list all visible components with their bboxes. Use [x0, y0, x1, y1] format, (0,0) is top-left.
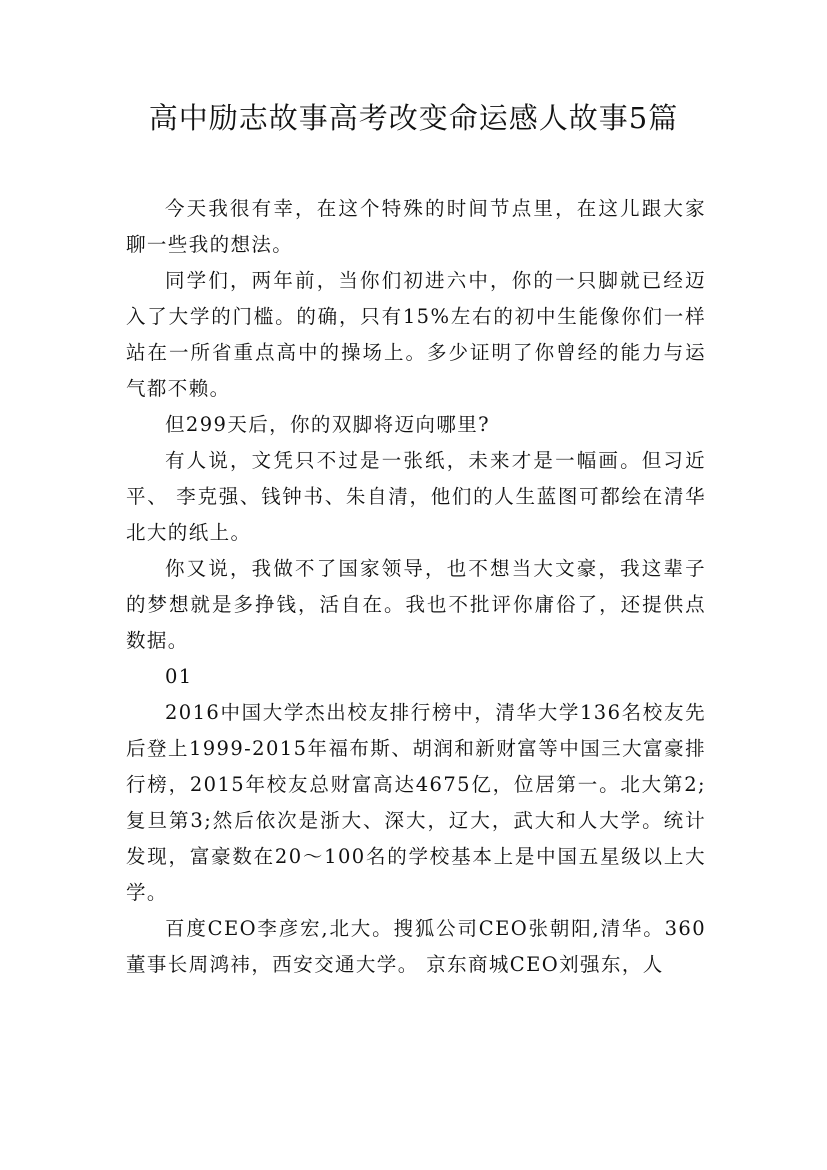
- paragraph: 同学们，两年前，当你们初进六中，你的一只脚就已经迈入了大学的门槛。的确，只有15%左右的初中生能像你们一样站在一所省重点高中的操场上。多少证明了你曾经的能力与运气都不赖。: [126, 269, 706, 400]
- section-number: 01: [165, 665, 193, 688]
- document-title: 高中励志故事高考改变命运感人故事5篇: [148, 101, 679, 135]
- paragraph: 今天我很有幸，在这个特殊的时间节点里，在这儿跟大家聊一些我的想法。: [126, 197, 706, 256]
- paragraph: 你又说，我做不了国家领导，也不想当大文豪，我这辈子的梦想就是多挣钱，活自在。我也不批评你庸俗了，还提供点数据。: [126, 557, 706, 652]
- paragraph: 但299天后，你的双脚将迈向哪里?: [165, 413, 490, 436]
- paragraph: 有人说，文凭只不过是一张纸，未来才是一幅画。但习近平、 李克强、钱钟书、朱自清，他们的人生蓝图可都绘在清华北大的纸上。: [126, 449, 706, 544]
- paragraph: 2016中国大学杰出校友排行榜中，清华大学136名校友先后登上1999-2015年福布斯、胡润和新财富等中国三大富豪排行榜，2015年校友总财富高达4675亿，位居第一。北大第2;复旦第3;然后依次是浙大、深大，辽大，武大和人大学。统计发现，富豪数在20～100名的学校基本上是中国五星级以上大学。: [126, 701, 706, 904]
- paragraph: 百度CEO李彦宏,北大。搜狐公司CEO张朝阳,清华。360董事长周鸿祎，西安交通大学。 京东商城CEO刘强东，人: [126, 917, 706, 976]
- document-body: [126, 191, 706, 983]
